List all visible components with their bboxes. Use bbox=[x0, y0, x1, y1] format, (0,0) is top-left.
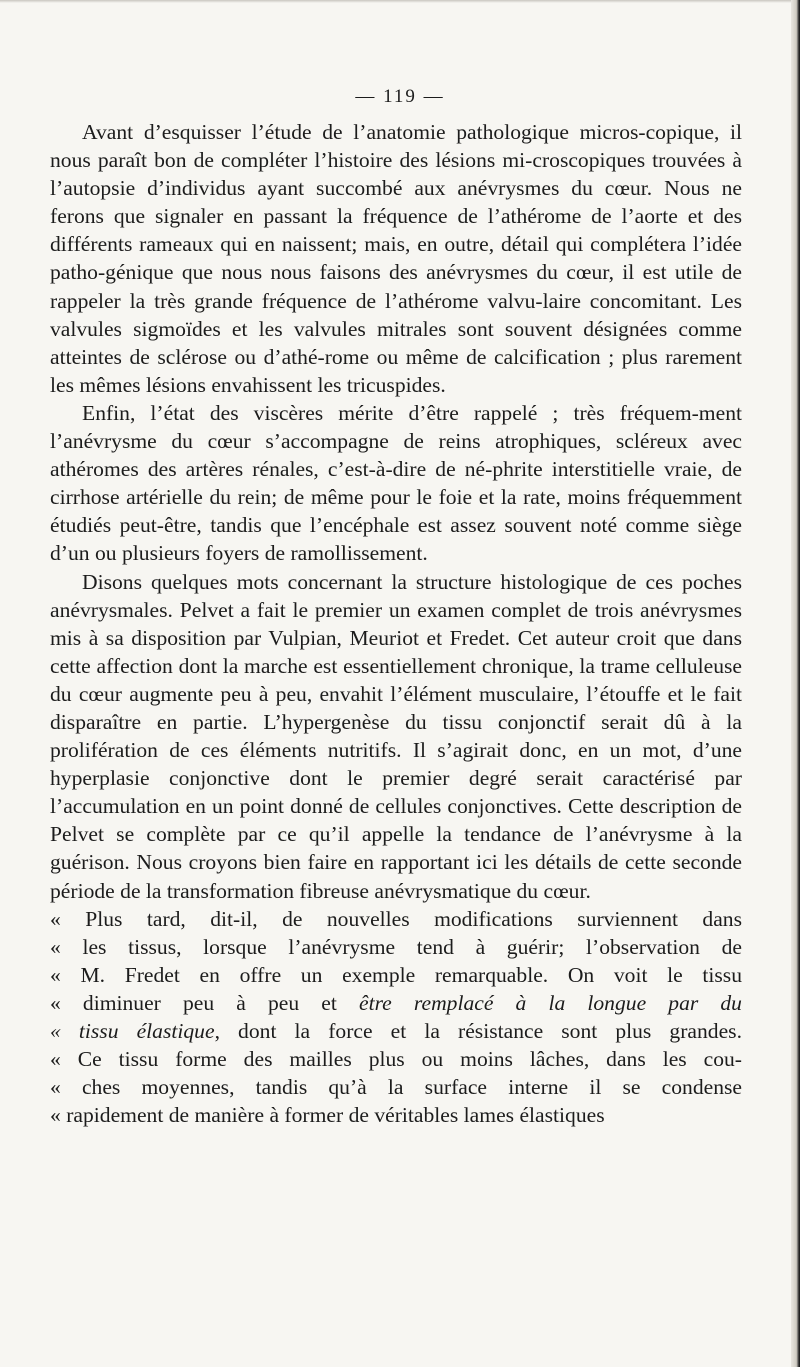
quote-line-5-rest: , dont la force et la résistance sont plus grandes. bbox=[214, 1019, 742, 1043]
quotation bbox=[50, 905, 742, 1130]
quote-line-7: « ches moyennes, tandis qu’à la surface interne il se condense bbox=[50, 1075, 742, 1100]
quote-line-4-italic: être remplacé à la longue par du bbox=[359, 990, 742, 1015]
quote-line-8: « rapidement de manière à former de véritables lames élastiques bbox=[50, 1103, 605, 1128]
quote-line-3: « M. Fredet en offre un exemple remarquable. On voit le tissu bbox=[50, 962, 742, 987]
quote-line-5-italic: « tissu élastique bbox=[50, 1019, 215, 1043]
paragraph-3: Disons quelques mots concernant la structure histologique de ces poches anévrysmales. Pelvet a fait le premier un examen complet de trois anévrysmes mis à sa disposition par Vulpian, Meuriot et Fredet. Cet auteur croit que dans cette affection dont la marche est essentiellement chronique, la trame celluleuse du cœur augmente peu à peu, envahit l’élément musculaire, l’étouffe et le fait disparaître en partie. L’hypergenèse du tissu conjonctif serait dû à la prolifération de ces éléments nutritifs. Il s’agirait donc, en un mot, d’une hyperplasie conjonctive dont le premier degré serait caractérisé par l’accumulation en un point donné de cellules conjonctives. Cette description de Pelvet se complète par ce qu’il appelle la tendance de l’anévrysme à la guérison. Nous croyons bien faire en rapportant ici les détails de cette seconde période de la transformation fibreuse anévrysmatique du cœur. bbox=[50, 569, 742, 903]
top-page-edge bbox=[0, 0, 800, 3]
quote-line-4 bbox=[50, 989, 742, 1017]
body-text bbox=[50, 118, 742, 1129]
quote-line-5 bbox=[50, 1017, 742, 1045]
paragraph-1: Avant d’esquisser l’étude de l’anatomie pathologique micros-copique, il nous paraît bon de compléter l’histoire des lésions mi-croscopiques trouvées à l’autopsie d’individus ayant succombé aux anévrysmes du cœur. Nous ne ferons que signaler en passant la fréquence de l’athérome de l’aorte et des différents rameaux qui en naissent; mais, en outre, détail qui complétera l’idée patho-génique que nous nous faisons des anévrysmes du cœur, il est utile de rappeler la très grande fréquence de l’athérome valvu-laire concomitant. Les valvules sigmoïdes et les valvules mitrales sont souvent désignées comme atteintes de sclérose ou d’athé-rome ou même de calcification ; plus rarement les mêmes lésions envahissent les tricuspides. bbox=[50, 120, 742, 397]
quote-line-4-start: « diminuer peu à peu et bbox=[50, 990, 359, 1015]
page-number: — 119 — bbox=[355, 86, 445, 107]
quote-line-2: « les tissus, lorsque l’anévrysme tend à guérir; l’observation de bbox=[50, 934, 742, 959]
quote-line-6: « Ce tissu forme des mailles plus ou moins lâches, dans les cou- bbox=[50, 1047, 742, 1072]
right-page-edge bbox=[791, 0, 800, 1367]
paragraph-2: Enfin, l’état des viscères mérite d’être rappelé ; très fréquem-ment l’anévrysme du cœur s’accompagne de reins atrophiques, scléreux avec athéromes des artères rénales, c’est-à-dire de né-phrite interstitielle vraie, de cirrhose artérielle du rein; de même pour le foie et la rate, moins fréquemment étudiés peut-être, tandis que l’encéphale est assez souvent noté comme siège d’un ou plusieurs foyers de ramollissement. bbox=[50, 400, 742, 566]
quote-line-1: « Plus tard, dit-il, de nouvelles modifications surviennent dans bbox=[50, 906, 742, 931]
